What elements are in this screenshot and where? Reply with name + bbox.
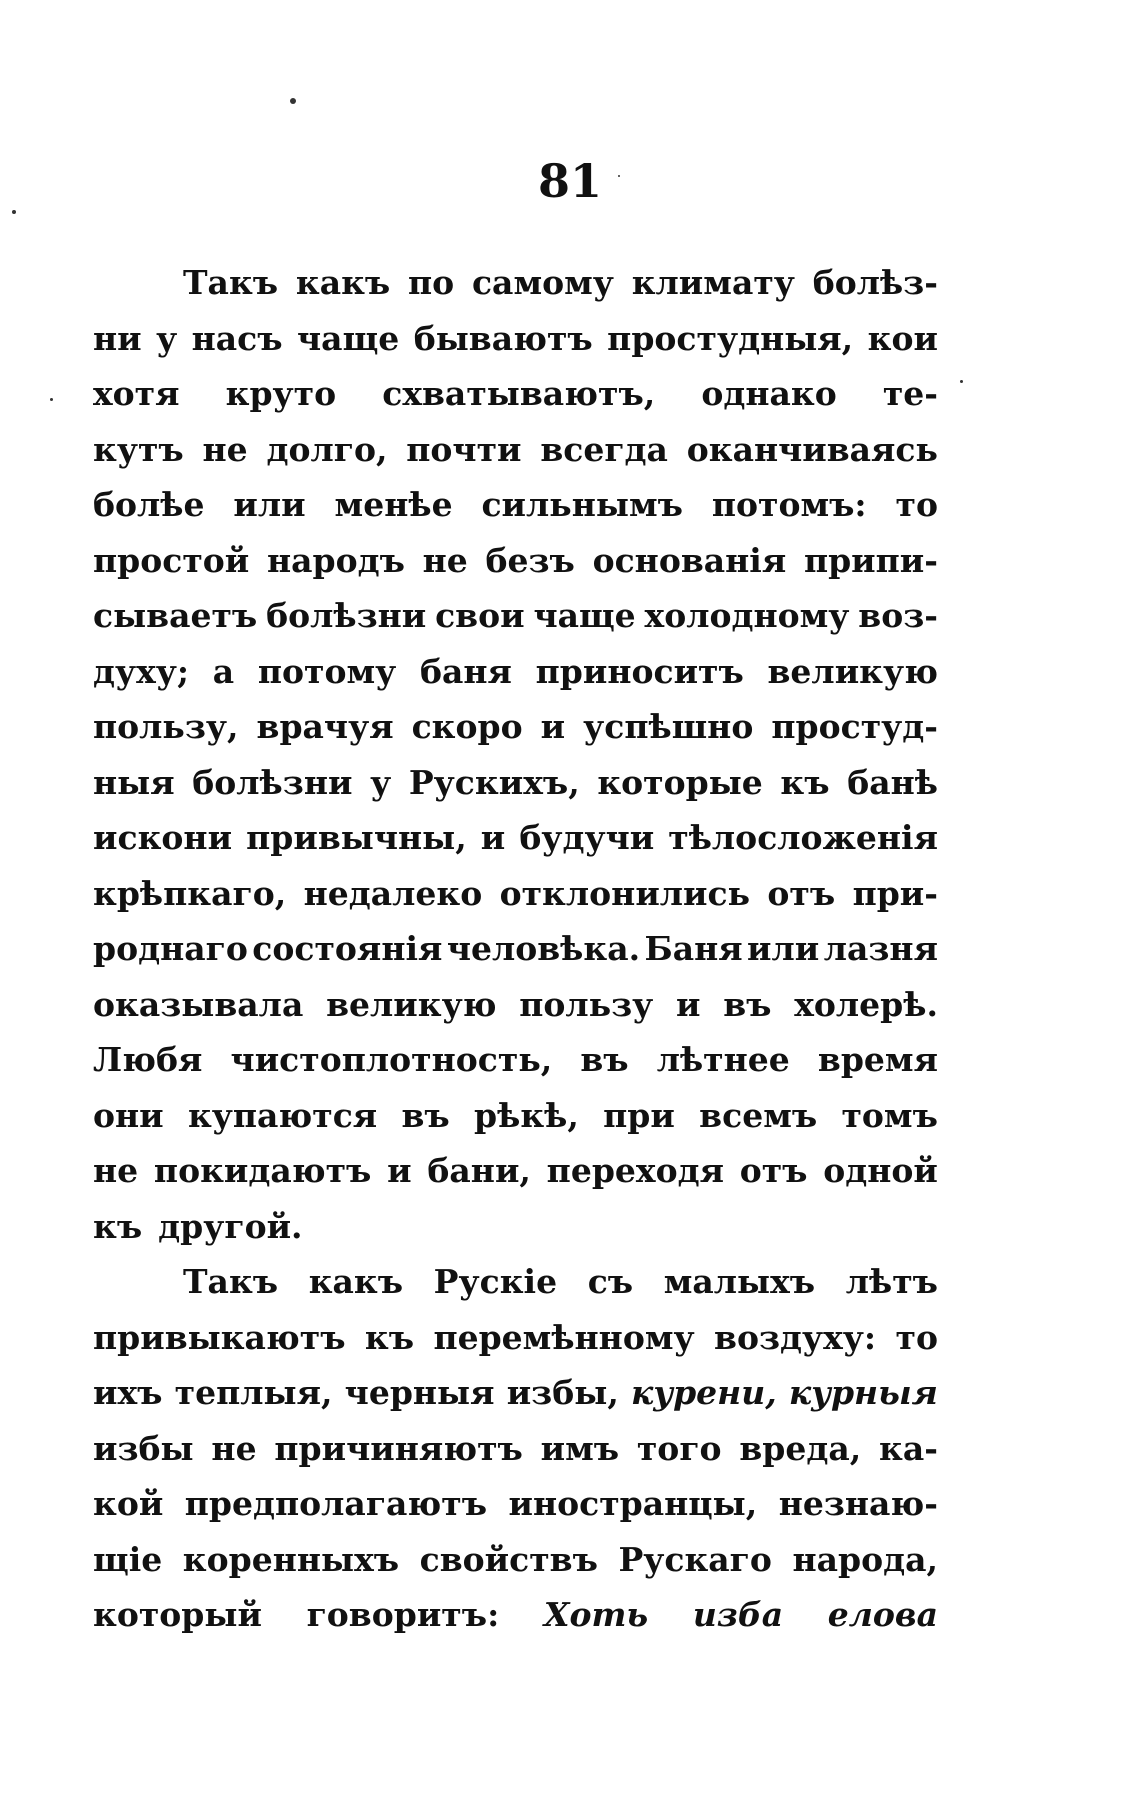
- text-line: ныя болѣзни у Рускихъ, которые къ банѣ: [93, 762, 938, 802]
- text-line: духу; а потому баня приноситъ великую: [93, 651, 938, 691]
- text-line: ихъ теплыя, черныя избы, курени, курныя: [93, 1373, 938, 1412]
- text-line: Любя чистоплотность, въ лѣтнее время: [93, 1040, 938, 1079]
- text-line: роднаго состоянія человѣка. Баня или лазня: [93, 929, 938, 968]
- text-line: щіе коренныхъ свойствъ Рускаго народа,: [93, 1539, 938, 1579]
- body-text: [93, 255, 938, 1643]
- text-line: болѣе или менѣе сильнымъ потомъ: то: [93, 485, 938, 524]
- text-line: кой предполагаютъ иностранцы, незнаю-: [93, 1484, 938, 1523]
- text-line: не покидаютъ и бани, переходя отъ одной: [93, 1151, 938, 1190]
- text-line: ни у насъ чаще бываютъ простудныя, кои: [93, 318, 938, 358]
- scan-speck: [12, 210, 16, 214]
- text-line: простой народъ не безъ основанія припи-: [93, 540, 938, 580]
- text-line: хотя круто схватываютъ, однако те-: [93, 374, 938, 413]
- scan-speck: [290, 98, 296, 104]
- page-number: 81: [537, 154, 602, 208]
- text-line: они купаются въ рѣкѣ, при всемъ томъ: [93, 1095, 938, 1135]
- text-line: который говоритъ: Хоть изба елова: [93, 1595, 938, 1634]
- text-line: искони привычны, и будучи тѣлосложенія: [93, 818, 938, 857]
- text-line: крѣпкаго, недалеко отклонились отъ при-: [93, 873, 938, 913]
- scan-speck: [618, 175, 620, 177]
- text-line: привыкаютъ къ перемѣнному воздуху: то: [93, 1317, 938, 1357]
- text-line: Такъ какъ Рускіе съ малыхъ лѣтъ: [183, 1262, 938, 1301]
- text-line: кутъ не долго, почти всегда оканчиваясь: [93, 429, 938, 469]
- text-line: сываетъ болѣзни свои чаще холодному воз-: [93, 596, 938, 635]
- text-line: пользу, врачуя скоро и успѣшно простуд-: [93, 707, 938, 746]
- text-line: Такъ какъ по самому климату болѣз-: [183, 263, 938, 302]
- text-line: къ другой.: [93, 1206, 303, 1246]
- text-line: избы не причиняютъ имъ того вреда, ка-: [93, 1428, 938, 1468]
- scan-speck: [50, 398, 53, 401]
- scan-speck: [960, 380, 963, 383]
- text-line: оказывала великую пользу и въ холерѣ.: [93, 984, 938, 1024]
